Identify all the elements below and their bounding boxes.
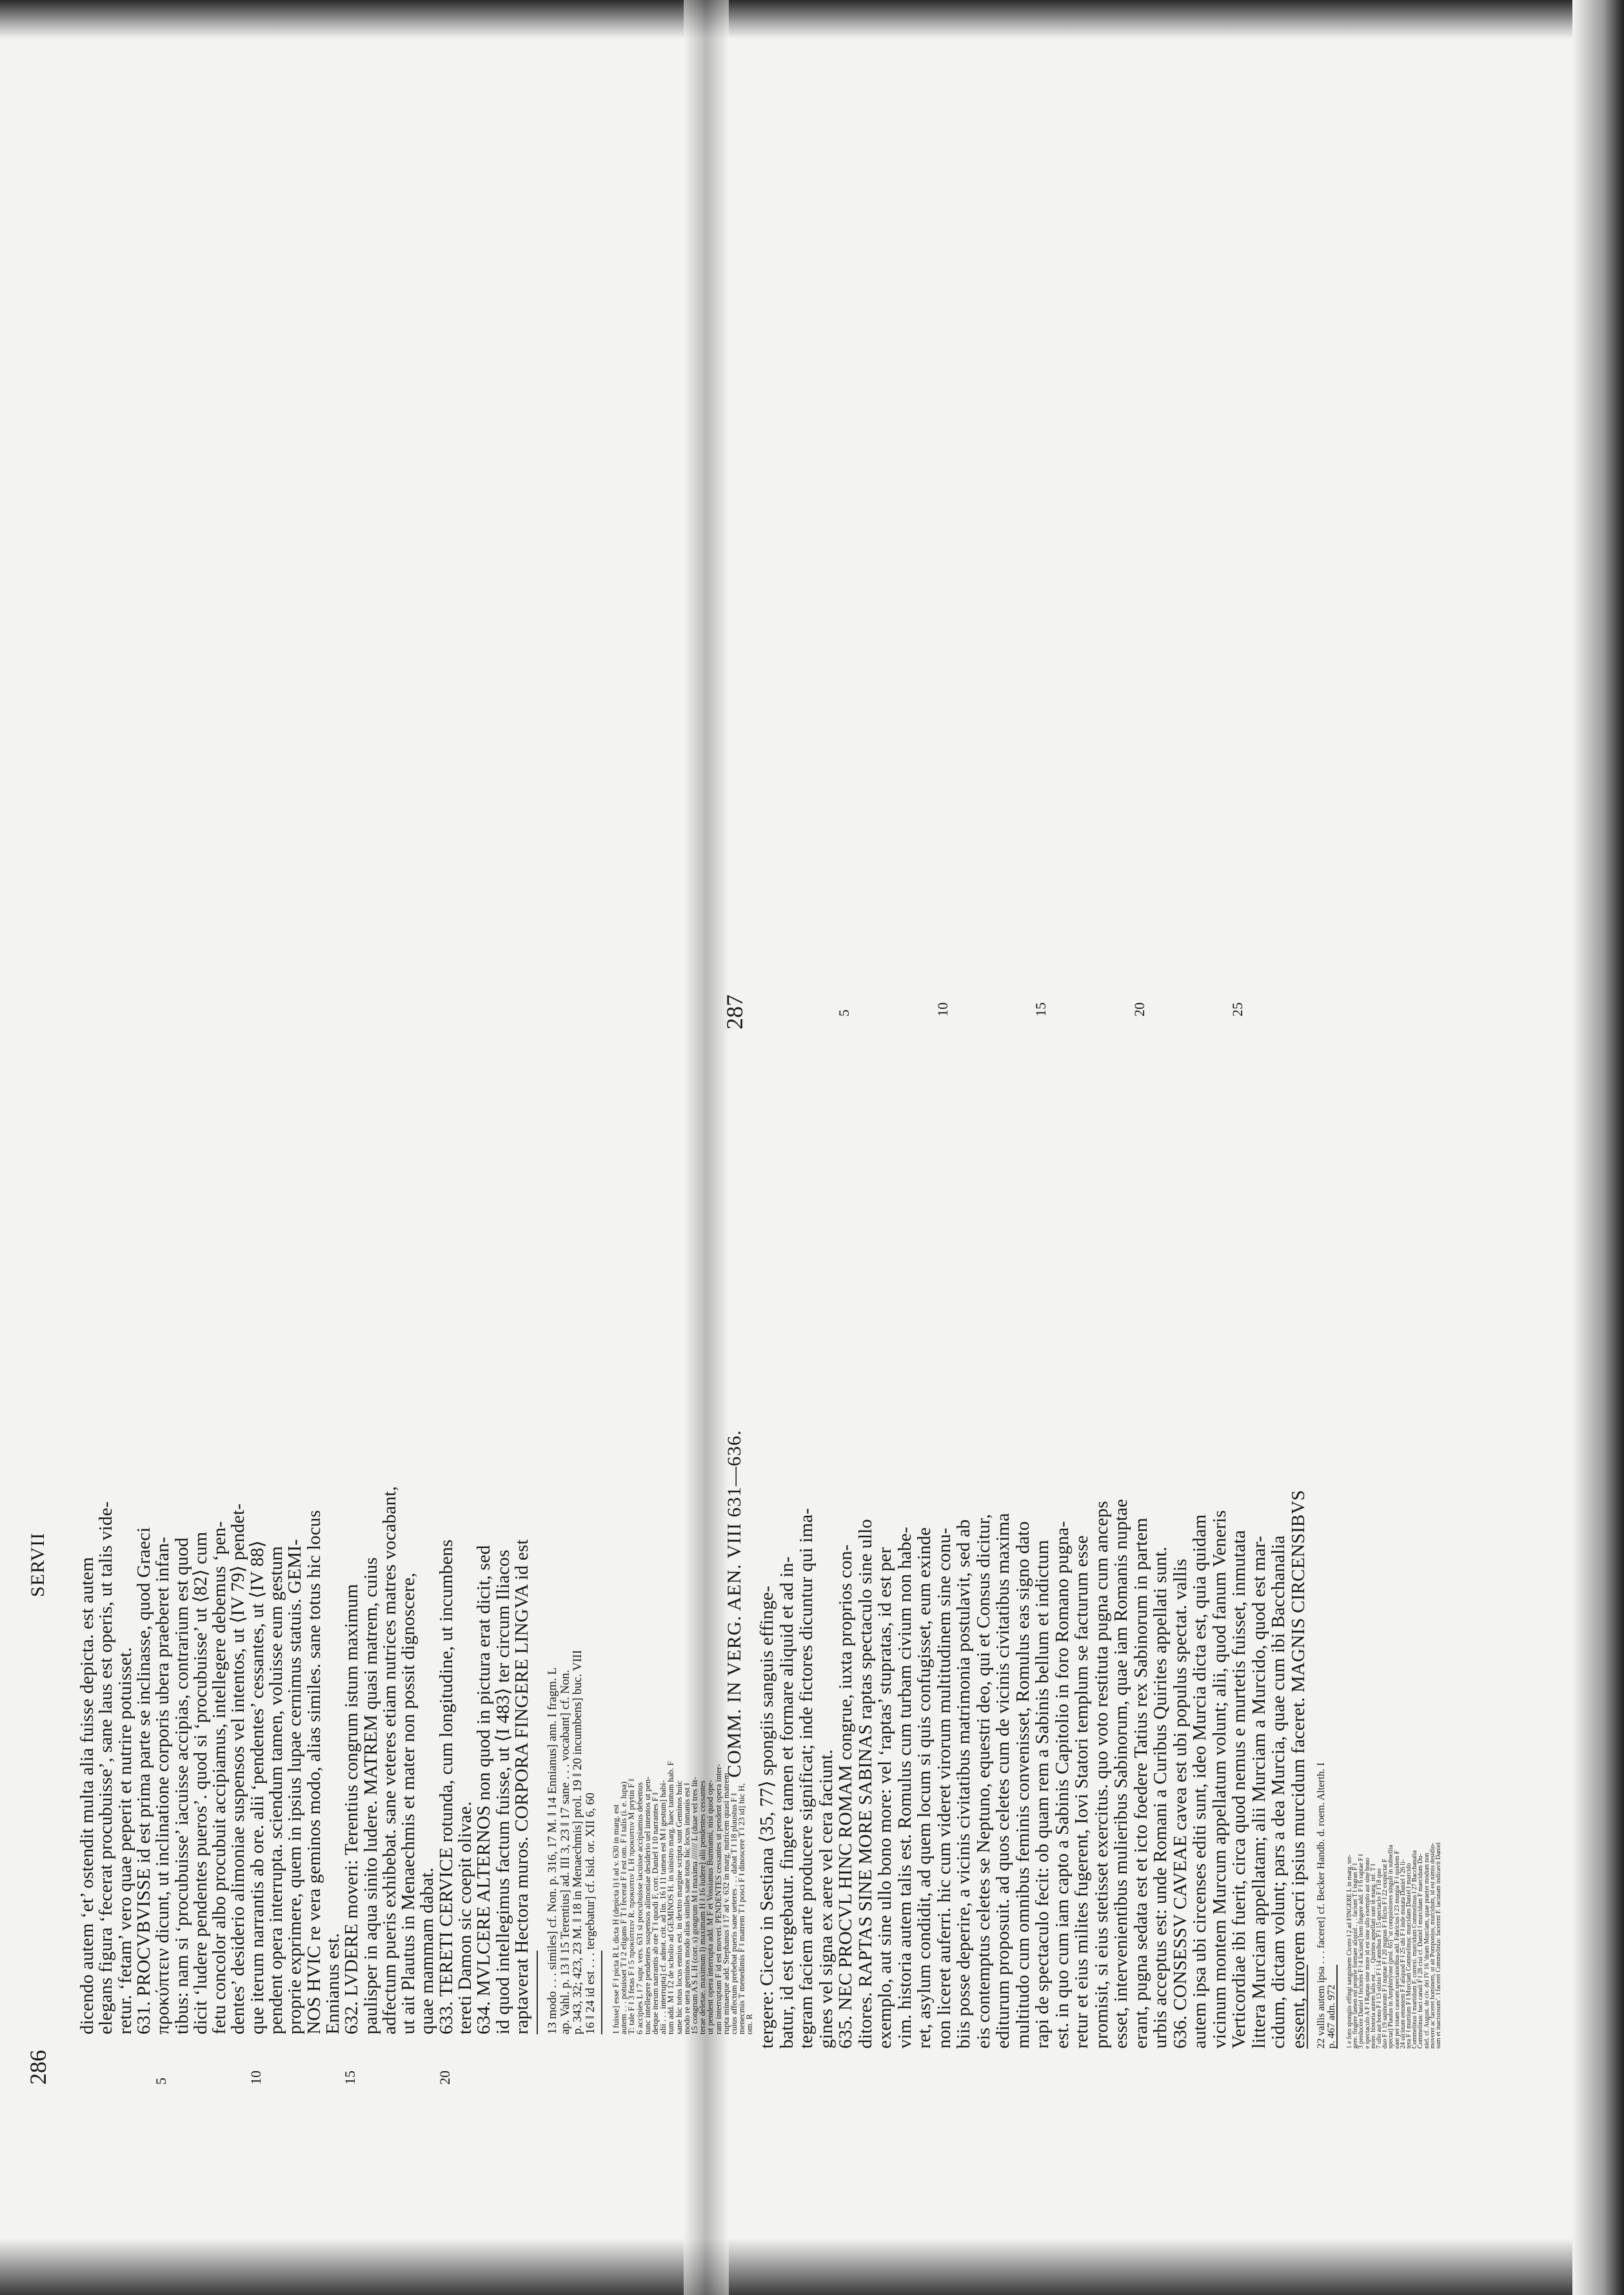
right-page <box>698 955 1440 2087</box>
apparatus-line: menecmis T menedimis F ‖ matrem T ‖ posci F ‖ dinoscere T ‖ 23 id] hic H, <box>737 1783 747 2034</box>
line-number: 15 <box>1033 1002 1049 1017</box>
text-line: προκύπτειν dicunt, ut inclinatione corporis ubera praeberet infan- <box>152 1536 173 2034</box>
text-line: littera Murciam appellatam; alii Murciam a Murcido, quod est mar- <box>1248 1535 1269 2049</box>
text-line: 634. MVLCERE ALTERNOS non quod in pictura erat dicit, sed <box>473 1545 495 2034</box>
scan-shadow-right <box>1572 0 1624 2295</box>
text-line: NOS HVIC re vera geminos modo, alias similes. sane totus hic locus <box>303 1510 324 2034</box>
apparatus-line: ut pendent opera interrupta add. M F et Vossianus Burmanni, nisi quod ope- <box>705 1780 715 2034</box>
text-line: raptaverat Hectora muros. CORPORA FINGERE LINGVA id est <box>511 1539 532 2034</box>
text-line: est. in quo cum iam capto a Sabinis Capitolio in foro Romano pugna- <box>1051 1520 1073 2049</box>
text-line: 633. TERETI CERVICE rotunda, cum longitudine, ut incumbens <box>435 1539 457 2034</box>
apparatus-line: autem . . . potuisset T ‖ 2 eligans F T ‖ fecerat F ‖ est om. F ‖ talis (i. e. lupa) <box>619 1781 629 2034</box>
text-line: dicendo autem ‘et’ ostendit multa alia fuisse depicta. est autem <box>77 1556 97 2034</box>
text-line: que iterum narrantis ab ore. alii ‘pendentes’ cessantes, ut ⟨IV 88⟩ <box>246 1540 268 2034</box>
apparatus-line: Commelinus ‖ martidum F, correxi. murcidum Commelinus ‖ 27 Bacchanalia <box>1411 1850 1419 2049</box>
apparatus-line: sane hic totus locus ennius est. in dextro margine scripta sunt Geminos huic <box>673 1780 684 2034</box>
apparatus-rule <box>537 1951 538 2034</box>
text-line: erant, pugna sedata est et icto foedere Tatius rex Sabinorum in partem <box>1130 1517 1151 2049</box>
apparatus-line: more. historia autem talis est . . . Quirites appellati sunt in marg. inf. T ‖ <box>1369 1863 1377 2049</box>
scan-shadow-top <box>0 0 1624 39</box>
text-line: autem ipsa ubi circenses editi sunt, ideo Murcia dicta est, quia quidam <box>1189 1514 1210 2049</box>
apparatus-line: 16 ‖ 24 id est . . . tergebatur] cf. Isid. or. XII 6, 60 <box>583 1793 597 2034</box>
apparatus-line: e spectaculo A F ‖ Raptas sine more id est sine ullo exemplo aut sine bono <box>1363 1858 1371 2049</box>
text-line: vicinum montem Murcum appellatum volunt; alii, quod fanum Veneris <box>1209 1510 1230 2049</box>
text-line: tergere: Cicero in Sestiana ⟨35, 77⟩ spongiis sanguis effinge- <box>757 1585 777 2049</box>
text-line: 631. PROCVBVISSE id est prima parte se inclinasse, quod Graeci <box>133 1527 154 2034</box>
text-line: fetu concolor albo procubuit accipiamus, intellegere debemus ‘pen- <box>209 1521 230 2034</box>
apparatus-line: sum et inactuosum’. ‖ faceret Commelinus: facerent F. lacunam indicavit Daniel <box>1435 1842 1442 2049</box>
text-line: exemplo, aut sine ullo bono more: vel ‘raptas’ stupratas, id est per <box>875 1547 895 2049</box>
running-head: COMM. IN VERG. AEN. VIII 631—636. <box>724 1429 745 1778</box>
scan-shadow-bottom <box>0 2238 1624 2295</box>
page-number: 286 <box>25 2050 51 2085</box>
apparatus-line: spectat] Plautus in Amphitryone (prol. 65) ‘ut conquisitores singuli in subsellia <box>1387 1845 1395 2049</box>
text-line: multitudo cum omnibus feminis convenisset, Romulus eas signo dato <box>1012 1521 1033 2049</box>
apparatus-rule <box>601 1951 602 2034</box>
text-line: gines vel signa ex aere vel cera faciunt. <box>815 1749 837 2049</box>
text-line: proprie exprimere, quem in ipsius lupae cernimus statuis. GEMI- <box>284 1538 306 2034</box>
apparatus-line: modo re uera geminos modo alias similes sane totus hic locus inmanis est ‖ <box>681 1783 691 2034</box>
apparatus-line: 3 perducere Daniel ‖ fectores F ‖ 4 faciunt] item fingere add. F ‖ 6 raptae F ‖ <box>1358 1854 1365 2049</box>
text-line: pendent opera interrupta. sciendum tamen, voluisse eum gestum <box>266 1545 286 2034</box>
text-line: ut ait Plautus in Menaechmis et mater non possit dignoscere, <box>398 1573 419 2034</box>
apparatus-line: gere. fingere tamen est proprie formare aliquid . . . faciunt T ‖ ingran F ‖ <box>1352 1863 1360 2049</box>
apparatus-line: 22 vallis autem ipsa . . . faceret] cf. Becker Handb. d. roem. Alterth. I <box>1316 1762 1327 2049</box>
left-page <box>13 955 755 2087</box>
line-number: 15 <box>342 2071 359 2085</box>
line-number: 20 <box>436 2071 453 2085</box>
text-line: retur et eius milites fugerent, Iovi Statori templum se facturum esse <box>1071 1535 1092 2049</box>
text-line: ret, asylum condidit, ad quem locum si quis confugisset, eum exinde <box>914 1527 935 2049</box>
text-line: rapi de spectaculo fecit: ob quam rem a Sabinis bellum et indictum <box>1032 1540 1053 2049</box>
apparatus-line: 24 uicinum emontem F ‖ aliquod F ‖ 25 ubi F ‖ inde mutata Daniel ‖ 26 li- <box>1399 1859 1407 2049</box>
text-line: biis posse deperire, a vicinis civitatibus matrimonia postulavit, sed ab <box>953 1519 974 2049</box>
text-line: elegans figura ‘fecerat procubuisse’, sane laus est operis, ut talis vide- <box>95 1501 117 2034</box>
apparatus-line: 15 congrum A S L H (corr. s) gongrum M ‖ maxima /////// L (duae vel tres lit- <box>689 1776 699 2034</box>
text-line: batur, id est tergebatur. fingere tamen et formare aliquid et ad in- <box>776 1556 797 2049</box>
text-line: essent, furorem sacri ipsius murcidum faceret. MAGNIS CIRCENSIBVS <box>1287 1490 1309 2049</box>
apparatus-line: ram interruptam F id est moveri. PENDENTES cessantes ut pendent opera inter- <box>713 1763 723 2034</box>
text-line: quae mammam dabat. <box>417 1867 438 2034</box>
text-line: tereti Damon sic coepit olivae. <box>455 1801 475 2034</box>
running-head: SERVII <box>27 1532 48 1597</box>
text-line: 632. LVDERE moveri: Terentius congrum istum maximum <box>341 1584 362 2034</box>
text-line: Ennianus est. <box>322 1932 343 2034</box>
apparatus-line: 13 modo . . . similes] cf. Non. p. 316, 17 M. ‖ 14 Ennianus] ann. I fragm. L <box>546 1667 559 2034</box>
apparatus-line: 6 accipies L ‖ 7 supr. vers. 631 si procubuisse iacuisse accipiamus debemus <box>634 1782 644 2034</box>
text-line: urbis acceptus est: unde Romani a Curibus Quirites appellati sunt. <box>1150 1546 1171 2049</box>
apparatus-line: cuius affectum prebebat pueris sane ueteres . . . dabat T ‖ 18 plaustus F ‖ <box>729 1793 738 2034</box>
text-line: tibus: nam si ‘procubuisse’ iacuisse accipias, contrarium est quod <box>171 1537 192 2034</box>
text-line: adfectum pueris exhibebat. sane veteres etiam nutrices matres vocabant, <box>379 1485 400 2034</box>
apparatus-line: alii . . . interrupta] cf. adnot. crit. ad lin. 16 ‖ 11 tamen est M ‖ gestum] habi- <box>658 1780 668 2034</box>
apparatus-line: T: tale F ‖ 3 fetas F ‖ 5 προκύπτειν R. προκυπτιν L H προκυπτιν M prytin F ‖ <box>626 1778 637 2034</box>
line-number: 20 <box>1131 1002 1147 1017</box>
apparatus-line: 7 ullo aut bono F ‖ 13 utinis F ‖ 14 annibus F ‖ 15 spectaclo F ‖ 18 quo <box>1376 1868 1383 2049</box>
text-line: editurum proposuit. ad quos celetes cum de vicinis civitatibus maxima <box>993 1513 1013 2049</box>
text-line: dentes’ desiderio alimoniae suspensos vel intentos, ut ⟨IV 79⟩ pendet- <box>228 1503 249 2034</box>
apparatus-line: detque iterum narrantis ab ore T ‖ quodi F, corr. Daniel ‖ 10 narrantes F ‖ <box>650 1792 660 2034</box>
line-number: 5 <box>153 2078 170 2085</box>
line-number: 25 <box>1229 1002 1245 1017</box>
text-line: non liceret auferri. hic cum videret virorum multitudinem sine conu- <box>933 1527 955 2049</box>
line-number: 10 <box>247 2071 264 2085</box>
text-line: ditores. RAPTAS SINE MORE SABINAS raptas spectaculo sine ullo <box>855 1518 876 2049</box>
apparatus-rule <box>1307 1965 1308 2049</box>
apparatus-line: om. R <box>744 2014 755 2034</box>
apparatus-line: eant per totam caueam spectatoribus add. Fabricius ‖ 23 murgia F ‖ quidem F <box>1393 1850 1401 2049</box>
text-line: 636. CONSESSV CAVEAE cavea est ubi populus spectat. vallis <box>1169 1558 1191 2049</box>
apparatus-line: tum add. M ‖ 12 de scholio ad GEMINOS H. in sinistro marg. haec tantum hab. F <box>666 1761 676 2034</box>
apparatus-line: p. 467 adn. 972 <box>1326 1984 1337 2049</box>
text-line: promisit, si eius stetisset exercitus. quo voto restituta pugna cum anceps <box>1091 1500 1112 2049</box>
apparatus-line: 1 e foro spongiis effingi sanguinem Cicero ‖ 2 ad FINGERE L in marg. ter- <box>1346 1854 1353 2049</box>
text-line: vim. historia autem talis est. Romulus cum turbam civium non habe- <box>894 1527 915 2049</box>
apparatus-line: tera F ‖ murtium F ‖ Murciam Commelinus: murcidam Daniel ‖ murcido <box>1405 1863 1412 2049</box>
text-line: dicit ‘ludere pendentes pueros’. quod si ‘procubuisse’ ut ⟨82⟩ cum <box>190 1531 211 2034</box>
text-line: Verticordiae ibi fuerit, circa quod nemus e murtetis fuisset, inmutata <box>1229 1529 1249 2049</box>
apparatus-line: 1 fuisse] esse F ‖ picta R L dicta H (depicta l) ‖ ad v. 630 in marg. est <box>611 1804 620 2034</box>
apparatus-line: p. 343, 32; 423, 23 M. ‖ 18 in Menaechmis] prol. 19 ‖ 20 incumbens] buc. VIII <box>571 1649 584 2034</box>
apparatus-rule <box>1336 1965 1338 2049</box>
apparatus-line: Commelinus: baci canali F ‖ 28 ciui cf. Daniel ‖ murcidam F marcidum Du- <box>1417 1853 1425 2049</box>
text-line: retur. ‘fetam’ vero quae peperit et nutrire potuisset. <box>114 1647 135 2034</box>
text-line: tegram faciem arte producere significat; inde fictores dicuntur qui ima- <box>796 1507 817 2049</box>
apparatus-line: rupta minaeque add. Stephanus ‖ 17 ad v. 632 in marg. nutricem quasi matrem <box>720 1773 731 2034</box>
text-line: paulisper in aqua sinito ludere. MATREM quasi matrem, cuius <box>360 1557 381 2034</box>
text-line: cidum, dictam volunt; pars a dea Murcia, quae cum ibi Bacchanalia <box>1268 1535 1289 2049</box>
line-number: 10 <box>934 1002 951 1017</box>
apparatus-line: moveret ac faceret hominem, ut ait Pomponius, murcidum, id est nimis desidio- <box>1429 1843 1436 2049</box>
text-line: id quod intellegimus factum fuisse, ut ⟨I 483⟩ ter circum Iliacos <box>492 1549 513 2034</box>
apparatus-line: duo F ‖ 19 sapinorum F ‖ nuptae F ‖ 20 pugnas F ‖ hicto F ‖ 22 exspectat F <box>1381 1858 1389 2049</box>
line-number: 5 <box>836 1009 852 1017</box>
text-line: 635. NEC PROCVL HINC ROMAM congrue, iuxta proprios con- <box>835 1544 856 2049</box>
apparatus-line: tunc intellegere pendentes suspensos alimoniae desiderio uel intentos ut pen- <box>642 1776 652 2034</box>
text-line: eis contemptus celetes se Neptuno, equestri deo, qui et Consus dicitur, <box>973 1514 994 2049</box>
apparatus-line: niel. cf. August. de civ. dei IV 16 ‘deam Murciam, quae praeter modum non <box>1423 1853 1431 2049</box>
page-number: 287 <box>722 995 748 1029</box>
apparatus-line: terae deletae. maximum l) maximam H ‖ 16 ludere] alii pendentes cessantes <box>697 1780 708 2034</box>
apparatus-line: ap. Vahl. p. 13 ‖ 15 Terentius] ad. III 3, 23 ‖ 17 sane . . . vocabant] cf. Non. <box>558 1669 572 2034</box>
text-line: esset, intervenientibus mulieribus Sabinorum, quae iam Romanis nuptae <box>1111 1498 1131 2049</box>
